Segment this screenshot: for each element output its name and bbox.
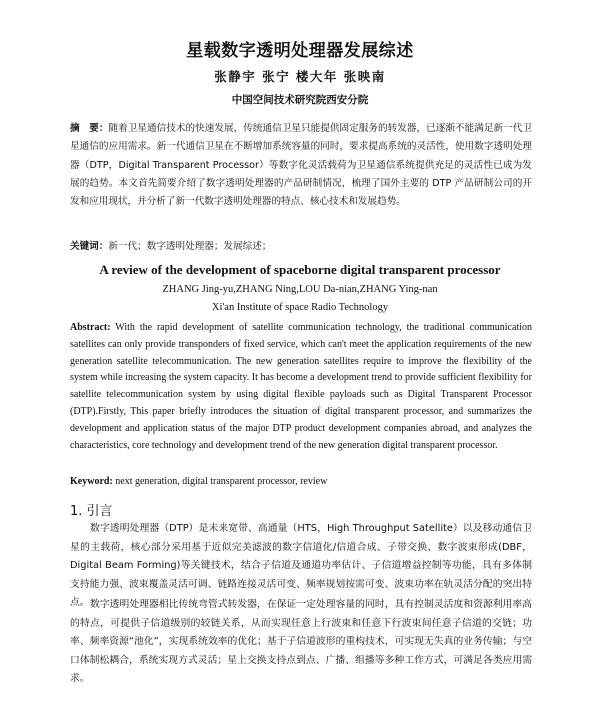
abstract-cn-label: 摘 要：	[70, 123, 109, 134]
section-heading-introduction: 1. 引言	[70, 504, 113, 519]
authors-cn: 张静宇 张宁 楼大年 张映南	[214, 69, 386, 84]
intro-paragraph-2-text: 数字透明处理器相比传统弯管式转发器，在保证一定处理容量的同时，具有控制灵活度和资源利用率高的特点，可提供子信道级别的较链关系，从而实现任意上行波束和任意下行波束间任意子信道的交链；功率、频率资源“池化”，实现系统效率的优化；基于子信道波形的重构技术，可实现无失真的业务传输；与空口体制松耦合，系统实现方式灵活；星上交换支持点到点、广播、组播等多种工作方式，可满足各类应用需求。	[70, 599, 532, 684]
affiliation-cn: 中国空间技术研究院西安分院	[231, 94, 369, 106]
keywords-en	[70, 476, 532, 487]
intro-paragraph-1-text: 数字透明处理器（DTP）是未来宽带、高通量（HTS，High Throughput Satellite）以及移动通信卫星的主载荷，核心部分采用基于近似完美滤波的数字信道化/信道合成、子带交换、数字波束形成(DBF，Digital Beam Forming)等关键技术，结合子信道及通道功率估计、子信道增益控制等功能，具有多体制支持能力强、波束覆盖灵活可调、链路连接灵活可变、频率规划按需可变、波束功率在轨灵活分配的突出特点。	[70, 523, 532, 608]
abstract-cn	[70, 120, 532, 211]
affiliation-en: Xi'an Institute of space Radio Technology	[211, 302, 389, 313]
abstract-cn-text: 随着卫星通信技术的快速发展，传统通信卫星只能提供固定服务的转发器，已逐渐不能满足新一代卫星通信的应用需求。新一代通信卫星在不断增加系统容量的同时，要求提高系统的灵活性，使用数字透明处理器（DTP，Digital Transparent Processor）等数字化灵活载荷为卫星通信系统提供充足的灵活性已成为发展的趋势。本文首先简要介绍了数字透明处理器的产品研制情况，梳理了国外主要的 DTP 产品研制公司的开发和应用现状，并分析了新一代数字透明处理器的特点、核心技术和发展趋势。	[70, 123, 533, 208]
authors-en: ZHANG Jing-yu,ZHANG Ning,LOU Da-nian,ZHANG Ying-nan	[162, 284, 438, 295]
keywords-cn	[70, 238, 532, 252]
abstract-en-label: Abstract:	[70, 322, 111, 333]
keywords-en-text: next generation, digital transparent processor, review	[115, 476, 328, 487]
paper-title-en: A review of the development of spaceborne digital transparent processor	[99, 262, 501, 277]
abstract-en-text: With the rapid development of satellite communication technology, the traditional communication satellites can only provide transponders of fixed service, which can't meet the application requirements of the new generation satellite telecommunication. The new generation satellites require to improve the flexibility of the system while increasing the system capacity. It has become a development trend to provide sufficient flexibility for satellite telecommunication system by using digital flexible payloads such as Digital Transparent Processor (DTP).Firstly, This paper briefly introduces the situation of digital transparent processor, and summarizes the development and application status of the major DTP product development companies abroad, and analyzes the characteristics, core technology and development trend of the new generation digital transparent processor.	[70, 322, 532, 451]
keywords-cn-label: 关键词：	[70, 241, 109, 252]
keywords-en-label: Keyword:	[70, 476, 113, 487]
abstract-en	[70, 320, 532, 454]
keywords-cn-text: 新一代；数字透明处理器；发展综述；	[108, 241, 272, 252]
intro-paragraph-2	[70, 596, 532, 689]
paper-title-cn: 星载数字透明处理器发展综述	[186, 41, 414, 61]
